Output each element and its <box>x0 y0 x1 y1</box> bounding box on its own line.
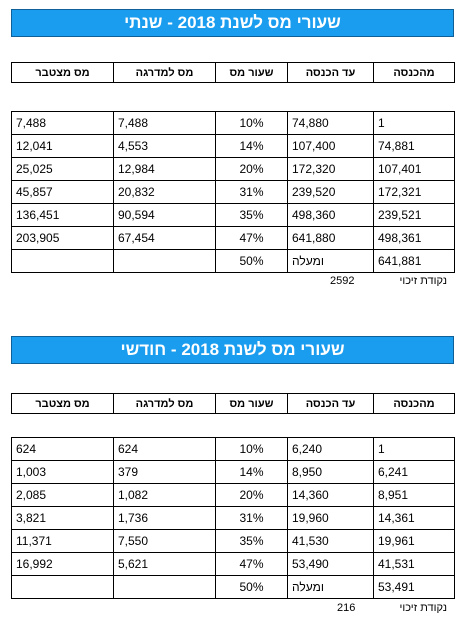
table-row <box>12 530 455 553</box>
monthly-header-table <box>11 393 455 414</box>
monthly-title: שעורי מס לשנת 2018 - חודשי <box>120 340 345 359</box>
bracket-tax-cell: 7,488 <box>114 112 216 135</box>
bracket-tax-cell: 1,082 <box>114 484 216 507</box>
cumulative-tax-cell: 16,992 <box>12 553 114 576</box>
tax-rate-cell: 35% <box>216 530 288 553</box>
to-income-cell: ומעלה <box>288 250 374 273</box>
annual-credit-label: נקודת זיכוי <box>399 275 447 287</box>
bracket-tax-cell: 4,553 <box>114 135 216 158</box>
tax-rate-cell: 10% <box>216 438 288 461</box>
from-income-cell: 6,241 <box>374 461 455 484</box>
annual-credit-value: 2592 <box>330 275 355 287</box>
to-income-cell: 107,400 <box>288 135 374 158</box>
table-row <box>12 438 455 461</box>
from-income-cell: 14,361 <box>374 507 455 530</box>
table-row <box>12 553 455 576</box>
header-bracket-tax: מס למדרגה <box>114 394 216 414</box>
cumulative-tax-cell: 624 <box>12 438 114 461</box>
from-income-cell: 107,401 <box>374 158 455 181</box>
tax-rate-cell: 35% <box>216 204 288 227</box>
cumulative-tax-cell: 11,371 <box>12 530 114 553</box>
annual-header-table <box>11 62 455 83</box>
header-cumulative-tax: מס מצטבר <box>12 394 114 414</box>
from-income-cell: 172,321 <box>374 181 455 204</box>
table-row <box>12 507 455 530</box>
to-income-cell: 8,950 <box>288 461 374 484</box>
tax-rate-cell: 50% <box>216 250 288 273</box>
bracket-tax-cell <box>114 576 216 599</box>
from-income-cell: 641,881 <box>374 250 455 273</box>
bracket-tax-cell: 12,984 <box>114 158 216 181</box>
bracket-tax-cell: 7,550 <box>114 530 216 553</box>
table-row <box>12 112 455 135</box>
monthly-credit-label: נקודת זיכוי <box>399 602 447 614</box>
from-income-cell: 53,491 <box>374 576 455 599</box>
header-to-income: עד הכנסה <box>288 63 374 83</box>
bracket-tax-cell: 20,832 <box>114 181 216 204</box>
tax-rate-cell: 20% <box>216 158 288 181</box>
cumulative-tax-cell: 203,905 <box>12 227 114 250</box>
bracket-tax-cell: 67,454 <box>114 227 216 250</box>
from-income-cell: 1 <box>374 438 455 461</box>
monthly-brackets-table <box>11 437 455 599</box>
tax-rate-cell: 47% <box>216 553 288 576</box>
header-bracket-tax: מס למדרגה <box>114 63 216 83</box>
annual-title-banner <box>11 9 454 37</box>
monthly-credit-value: 216 <box>337 602 356 614</box>
annual-header-row <box>12 63 455 83</box>
table-row <box>12 158 455 181</box>
cumulative-tax-cell: 12,041 <box>12 135 114 158</box>
tax-rate-cell: 14% <box>216 461 288 484</box>
to-income-cell: 41,530 <box>288 530 374 553</box>
to-income-cell: 74,880 <box>288 112 374 135</box>
header-tax-rate: שעור מס <box>216 63 288 83</box>
table-row <box>12 227 455 250</box>
from-income-cell: 239,521 <box>374 204 455 227</box>
table-row <box>12 250 455 273</box>
to-income-cell: 239,520 <box>288 181 374 204</box>
to-income-cell: ומעלה <box>288 576 374 599</box>
annual-title: שעורי מס לשנת 2018 - שנתי <box>124 13 341 32</box>
to-income-cell: 14,360 <box>288 484 374 507</box>
annual-brackets-table <box>11 111 455 273</box>
to-income-cell: 498,360 <box>288 204 374 227</box>
tax-rate-cell: 47% <box>216 227 288 250</box>
header-cumulative-tax: מס מצטבר <box>12 63 114 83</box>
cumulative-tax-cell: 3,821 <box>12 507 114 530</box>
table-row <box>12 461 455 484</box>
tax-rate-cell: 10% <box>216 112 288 135</box>
bracket-tax-cell: 1,736 <box>114 507 216 530</box>
cumulative-tax-cell: 1,003 <box>12 461 114 484</box>
monthly-header-row <box>12 394 455 414</box>
table-row <box>12 576 455 599</box>
tax-rate-cell: 31% <box>216 507 288 530</box>
bracket-tax-cell <box>114 250 216 273</box>
tax-rate-cell: 20% <box>216 484 288 507</box>
table-row <box>12 484 455 507</box>
cumulative-tax-cell: 45,857 <box>12 181 114 204</box>
bracket-tax-cell: 90,594 <box>114 204 216 227</box>
bracket-tax-cell: 624 <box>114 438 216 461</box>
bracket-tax-cell: 379 <box>114 461 216 484</box>
cumulative-tax-cell <box>12 576 114 599</box>
header-to-income: עד הכנסה <box>288 394 374 414</box>
cumulative-tax-cell: 136,451 <box>12 204 114 227</box>
cumulative-tax-cell: 7,488 <box>12 112 114 135</box>
table-row <box>12 181 455 204</box>
to-income-cell: 19,960 <box>288 507 374 530</box>
to-income-cell: 641,880 <box>288 227 374 250</box>
tax-rate-cell: 14% <box>216 135 288 158</box>
to-income-cell: 6,240 <box>288 438 374 461</box>
to-income-cell: 53,490 <box>288 553 374 576</box>
from-income-cell: 19,961 <box>374 530 455 553</box>
monthly-title-banner <box>11 336 454 364</box>
header-tax-rate: שעור מס <box>216 394 288 414</box>
from-income-cell: 8,951 <box>374 484 455 507</box>
cumulative-tax-cell <box>12 250 114 273</box>
tax-rate-cell: 31% <box>216 181 288 204</box>
to-income-cell: 172,320 <box>288 158 374 181</box>
from-income-cell: 74,881 <box>374 135 455 158</box>
from-income-cell: 1 <box>374 112 455 135</box>
header-from-income: מהכנסה <box>374 394 455 414</box>
bracket-tax-cell: 5,621 <box>114 553 216 576</box>
cumulative-tax-cell: 25,025 <box>12 158 114 181</box>
from-income-cell: 41,531 <box>374 553 455 576</box>
from-income-cell: 498,361 <box>374 227 455 250</box>
table-row <box>12 204 455 227</box>
cumulative-tax-cell: 2,085 <box>12 484 114 507</box>
table-row <box>12 135 455 158</box>
tax-rate-cell: 50% <box>216 576 288 599</box>
header-from-income: מהכנסה <box>374 63 455 83</box>
